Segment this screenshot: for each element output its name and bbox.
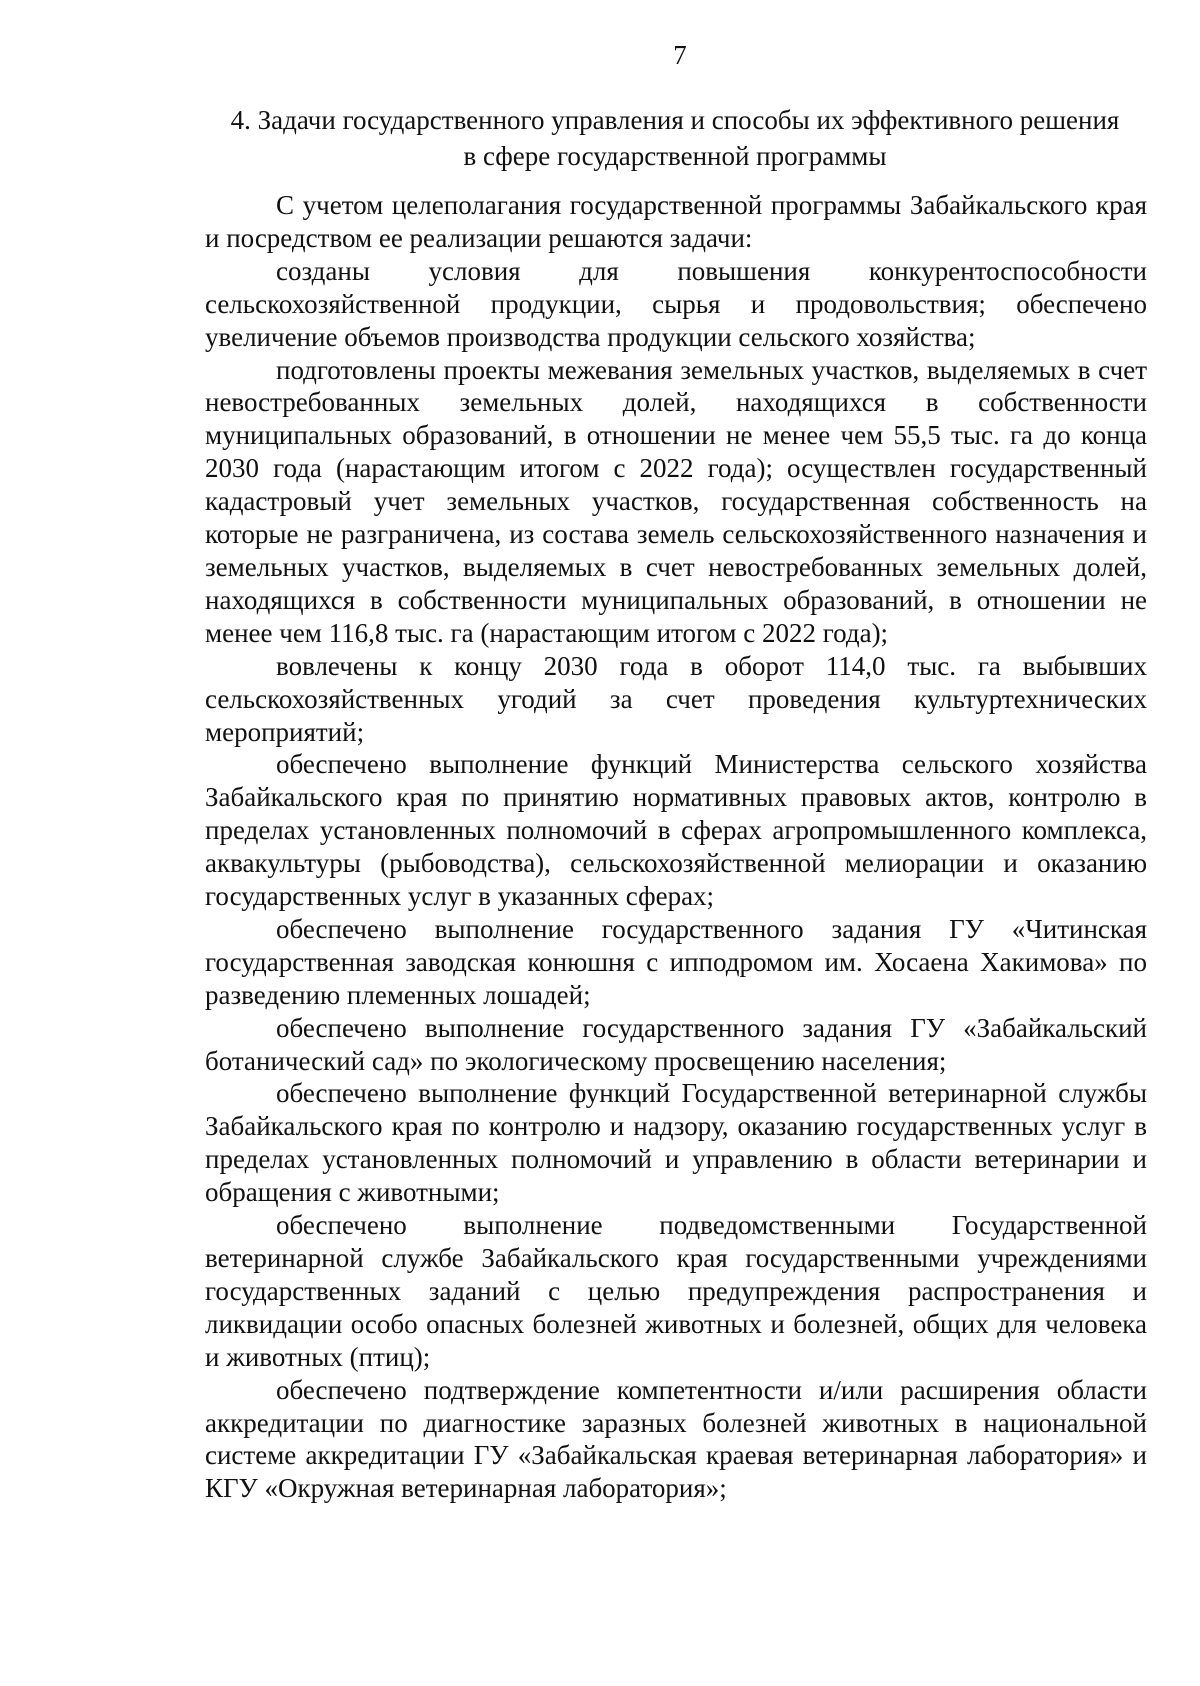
- paragraph-competitiveness: созданы условия для повышения конкурентоспособности сельскохозяйственной продукции, сырья и продовольствия; обеспечено увеличение объемов производства продукции сельского хозяйства;: [205, 255, 1147, 352]
- page-number: 7: [673, 40, 687, 70]
- paragraph-land-turnover: вовлечены к концу 2030 года в оборот 114,0 тыс. га выбывших сельскохозяйственных угодий за счет проведения культуртехнических мероприятий;: [205, 650, 1147, 747]
- paragraph-ministry-functions: обеспечено выполнение функций Министерства сельского хозяйства Забайкальского края по принятию нормативных правовых актов, контролю в пределах установленных полномочий в сферах агропромышленного комплекса, аквакультуры (рыбоводства), сельскохозяйственной мелиорации и оказанию государственных услуг в указанных сферах;: [205, 749, 1147, 912]
- paragraph-intro: С учетом целеполагания государственной программы Забайкальского края и посредством ее реализации решаются задачи:: [205, 190, 1147, 253]
- paragraph-botanical-garden: обеспечено выполнение государственного задания ГУ «Забайкальский ботанический сад» по экологическому просвещению населения;: [205, 1012, 1147, 1076]
- body-text: [205, 189, 1147, 1505]
- paragraph-horse-stable: обеспечено выполнение государственного задания ГУ «Читинская государственная заводская конюшня с ипподромом им. Хосаена Хакимова» по разведению племенных лошадей;: [205, 913, 1147, 1010]
- paragraph-veterinary-service: обеспечено выполнение функций Государственной ветеринарной службы Забайкальского края по контролю и надзору, оказанию государственных услуг в пределах установленных полномочий и управлению в области ветеринарии и обращения с животными;: [205, 1078, 1147, 1208]
- section-heading: [200, 102, 1150, 174]
- section-heading-line-2: в сфере государственной программы: [463, 141, 887, 171]
- section-heading-line-1: 4. Задачи государственного управления и способы их эффективного решения: [230, 105, 1120, 135]
- paragraph-land-surveying: подготовлены проекты межевания земельных участков, выделяемых в счет невостребованных земельных долей, находящихся в собственности муниципальных образований, в отношении не менее чем 55,5 тыс. га до конца 2030 года (нарастающим итогом с 2022 года); осуществлен государственный кадастровый учет земельных участков, государственная собственность на которые не разграничена, из состава земель сельскохозяйственного назначения и земельных участков, выделяемых в счет невостребованных земельных долей, находящихся в собственности муниципальных образований, в отношении не менее чем 116,8 тыс. га (нарастающим итогом с 2022 года);: [205, 354, 1147, 648]
- paragraph-veterinary-institutions: обеспечено выполнение подведомственными Государственной ветеринарной службе Забайкальского края государственными учреждениями государственных заданий с целью предупреждения распространения и ликвидации особо опасных болезней животных и болезней, общих для человека и животных (птиц);: [205, 1210, 1147, 1372]
- paragraph-laboratory-accreditation: обеспечено подтверждение компетентности и/или расширения области аккредитации по диагностике заразных болезней животных в национальной системе аккредитации ГУ «Забайкальская краевая ветеринарная лаборатория» и КГУ «Окружная ветеринарная лаборатория»;: [205, 1374, 1147, 1504]
